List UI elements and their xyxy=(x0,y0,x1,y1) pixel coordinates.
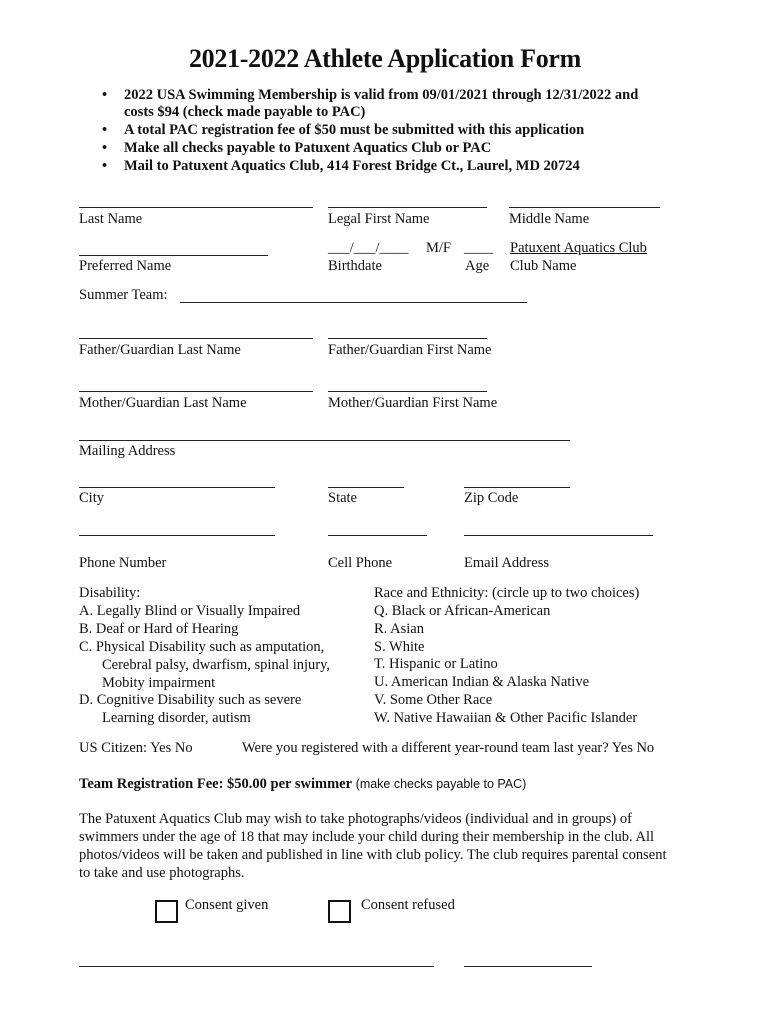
race-heading: Race and Ethnicity: (circle up to two choices) xyxy=(374,585,640,601)
phone-label: Phone Number xyxy=(79,555,167,571)
bullet-dot-icon: • xyxy=(102,122,108,138)
consent-given-checkbox[interactable] xyxy=(155,900,178,923)
age-label: Age xyxy=(465,258,490,274)
bullet-checks: • Make all checks payable to Patuxent Aquatics Club or PAC xyxy=(102,140,492,156)
bullet-dot-icon: • xyxy=(102,87,108,103)
consent-refused-label: Consent refused xyxy=(361,897,455,913)
race-option[interactable]: Q. Black or African-American xyxy=(374,603,551,619)
consent-given-label: Consent given xyxy=(185,897,269,913)
mailing-address-field[interactable] xyxy=(79,440,570,441)
city-label: City xyxy=(79,490,104,506)
email-field[interactable] xyxy=(464,535,653,536)
legal-first-name-label: Legal First Name xyxy=(328,211,430,227)
zip-label: Zip Code xyxy=(464,490,519,506)
father-last-name-label: Father/Guardian Last Name xyxy=(79,342,241,358)
summer-team-label: Summer Team: xyxy=(79,287,168,303)
mother-first-name-label: Mother/Guardian First Name xyxy=(328,395,498,411)
club-name-value: Patuxent Aquatics Club xyxy=(510,240,647,256)
last-name-field[interactable] xyxy=(79,207,313,208)
race-option[interactable]: S. White xyxy=(374,639,425,655)
disability-option[interactable]: B. Deaf or Hard of Hearing xyxy=(79,621,239,637)
disability-option-cont: Learning disorder, autism xyxy=(102,710,251,726)
email-label: Email Address xyxy=(464,555,549,571)
disability-heading: Disability: xyxy=(79,585,141,601)
state-label: State xyxy=(328,490,357,506)
summer-team-field[interactable] xyxy=(180,302,527,303)
legal-first-name-field[interactable] xyxy=(328,207,487,208)
race-option[interactable]: V. Some Other Race xyxy=(374,692,493,708)
bullet-dot-icon: • xyxy=(102,140,108,156)
mother-last-name-label: Mother/Guardian Last Name xyxy=(79,395,247,411)
us-citizen-question[interactable]: US Citizen: Yes No xyxy=(79,740,193,756)
consent-refused-checkbox[interactable] xyxy=(328,900,351,923)
race-option[interactable]: R. Asian xyxy=(374,621,424,637)
disability-option-cont: Mobity impairment xyxy=(102,675,216,691)
race-option[interactable]: U. American Indian & Alaska Native xyxy=(374,674,590,690)
bullet-mail: • Mail to Patuxent Aquatics Club, 414 Forest Bridge Ct., Laurel, MD 20724 xyxy=(102,158,580,174)
cell-phone-label: Cell Phone xyxy=(328,555,393,571)
disability-option[interactable]: C. Physical Disability such as amputation, xyxy=(79,639,325,655)
date-field[interactable] xyxy=(464,966,592,967)
bullet-dot-icon: • xyxy=(102,158,108,174)
registered-elsewhere-question[interactable]: Were you registered with a different year-round team last year? Yes No xyxy=(242,740,655,756)
disability-option-cont: Cerebral palsy, dwarfism, spinal injury, xyxy=(102,657,331,673)
race-option[interactable]: T. Hispanic or Latino xyxy=(374,656,498,672)
birthdate-label: Birthdate xyxy=(328,258,382,274)
state-field[interactable] xyxy=(328,487,404,488)
mother-first-name-field[interactable] xyxy=(328,391,487,392)
father-first-name-label: Father/Guardian First Name xyxy=(328,342,492,358)
middle-name-label: Middle Name xyxy=(509,211,590,227)
mf-field[interactable]: M/F xyxy=(426,240,451,256)
bullet-membership: • 2022 USA Swimming Membership is valid from 09/01/2021 through 12/31/2022 and xyxy=(102,87,639,103)
registration-fee-label: Team Registration Fee: $50.00 per swimmer xyxy=(79,776,353,792)
age-field[interactable]: ____ xyxy=(464,240,493,256)
last-name-label: Last Name xyxy=(79,211,143,227)
city-field[interactable] xyxy=(79,487,275,488)
signature-field[interactable] xyxy=(79,966,434,967)
cell-phone-field[interactable] xyxy=(328,535,427,536)
photo-consent-paragraph: The Patuxent Aquatics Club may wish to take photographs/videos (individual and in groups) of swimmers under the age of 18 that may include your child during their membership in the club. All photos/videos will be taken and published in line with club policy. The club requires parental consent to take and use photographs. xyxy=(79,811,667,881)
phone-field[interactable] xyxy=(79,535,275,536)
mailing-address-label: Mailing Address xyxy=(79,443,176,459)
middle-name-field[interactable] xyxy=(509,207,660,208)
bullet-membership-cont: costs $94 (check made payable to PAC) xyxy=(124,104,366,120)
mother-last-name-field[interactable] xyxy=(79,391,313,392)
disability-option[interactable]: D. Cognitive Disability such as severe xyxy=(79,692,302,708)
father-first-name-field[interactable] xyxy=(328,338,487,339)
preferred-name-label: Preferred Name xyxy=(79,258,172,274)
preferred-name-field[interactable] xyxy=(79,255,268,256)
registration-fee xyxy=(79,776,526,793)
bullet-fee: • A total PAC registration fee of $50 must be submitted with this application xyxy=(102,122,585,138)
registration-fee-note: (make checks payable to PAC) xyxy=(355,777,527,791)
club-name-label: Club Name xyxy=(510,258,577,274)
birthdate-field[interactable]: ___/___/____ xyxy=(328,240,409,256)
race-option[interactable]: W. Native Hawaiian & Other Pacific Islander xyxy=(374,710,638,726)
father-last-name-field[interactable] xyxy=(79,338,313,339)
page-title: 2021-2022 Athlete Application Form xyxy=(188,44,582,73)
zip-field[interactable] xyxy=(464,487,570,488)
disability-option[interactable]: A. Legally Blind or Visually Impaired xyxy=(79,603,301,619)
